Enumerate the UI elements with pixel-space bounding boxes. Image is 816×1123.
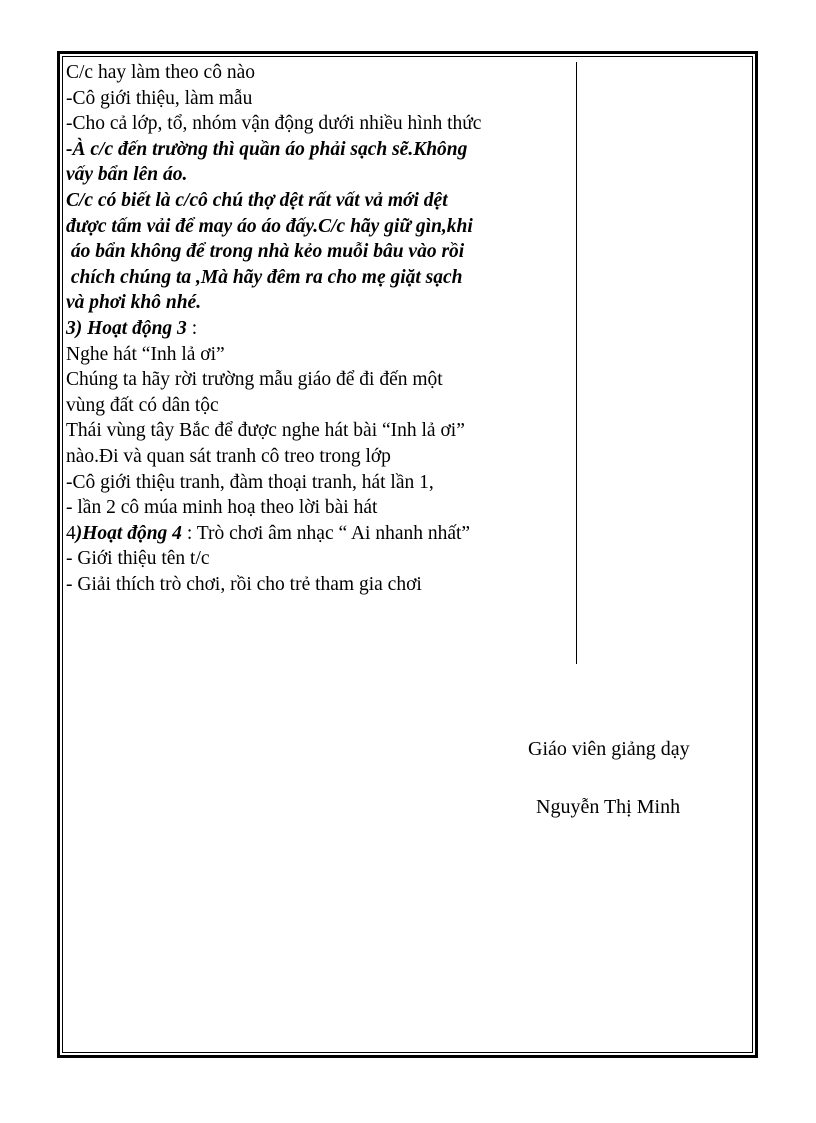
content-line: vùng đất có dân tộc [66,394,219,416]
content-line: Nghe hát “Inh lả ơi” [66,343,225,365]
signature-title: Giáo viên giảng dạy [528,738,690,760]
activity-3-heading [66,316,578,342]
activity-4-description: : Trò chơi âm nhạc “ Ai nhanh nhất” [181,522,471,544]
content-line: Chúng ta hãy rời trường mẫu giáo để đi đến một [66,369,443,391]
activity-4-number: 4 [66,522,76,544]
content-line-emphasis: C/c có biết là c/cô chú thợ dệt rất vất vả mới dệt [66,189,448,211]
activity-4-heading [66,521,578,547]
content-line-emphasis: và phơi khô nhé. [66,292,202,314]
activity-3-title: 3) Hoạt động 3 [66,317,187,339]
content-line-emphasis: được tấm vải để may áo áo đấy.C/c hãy giữ gìn,khi [66,215,473,237]
content-line: nào.Đi và quan sát tranh cô treo trong lớp [66,445,391,467]
content-line: -Cô giới thiệu, làm mẫu [66,87,253,109]
content-line-emphasis: chích chúng ta ,Mà hãy đêm ra cho mẹ giặt sạch [66,266,463,288]
activity-3-colon: : [186,317,198,339]
content-line: C/c hay làm theo cô nào [66,62,255,83]
content-line-emphasis: áo bẩn không để trong nhà kẻo muỗi bâu vào rồi [66,241,465,263]
content-line: -Cho cả lớp, tổ, nhóm vận động dưới nhiều hình thức [66,113,482,135]
content-line: Thái vùng tây Bắc để được nghe hát bài “Inh lả ơi” [66,420,465,442]
activity-4-title: )Hoạt động 4 [75,522,182,544]
content-line: -Cô giới thiệu tranh, đàm thoại tranh, hát lần 1, [66,471,434,493]
content-line: - lần 2 cô múa minh hoạ theo lời bài hát [66,497,378,519]
content-line: - Giải thích trò chơi, rồi cho trẻ tham gia chơi [66,573,422,595]
lesson-content [66,60,578,597]
content-line: - Giới thiệu tên t/c [66,548,210,570]
signature-name: Nguyễn Thị Minh [536,796,681,818]
content-line-emphasis: vấy bẩn lên áo. [66,164,188,186]
content-line-emphasis: -À c/c đến trường thì quần áo phải sạch sẽ.Không [66,138,468,160]
